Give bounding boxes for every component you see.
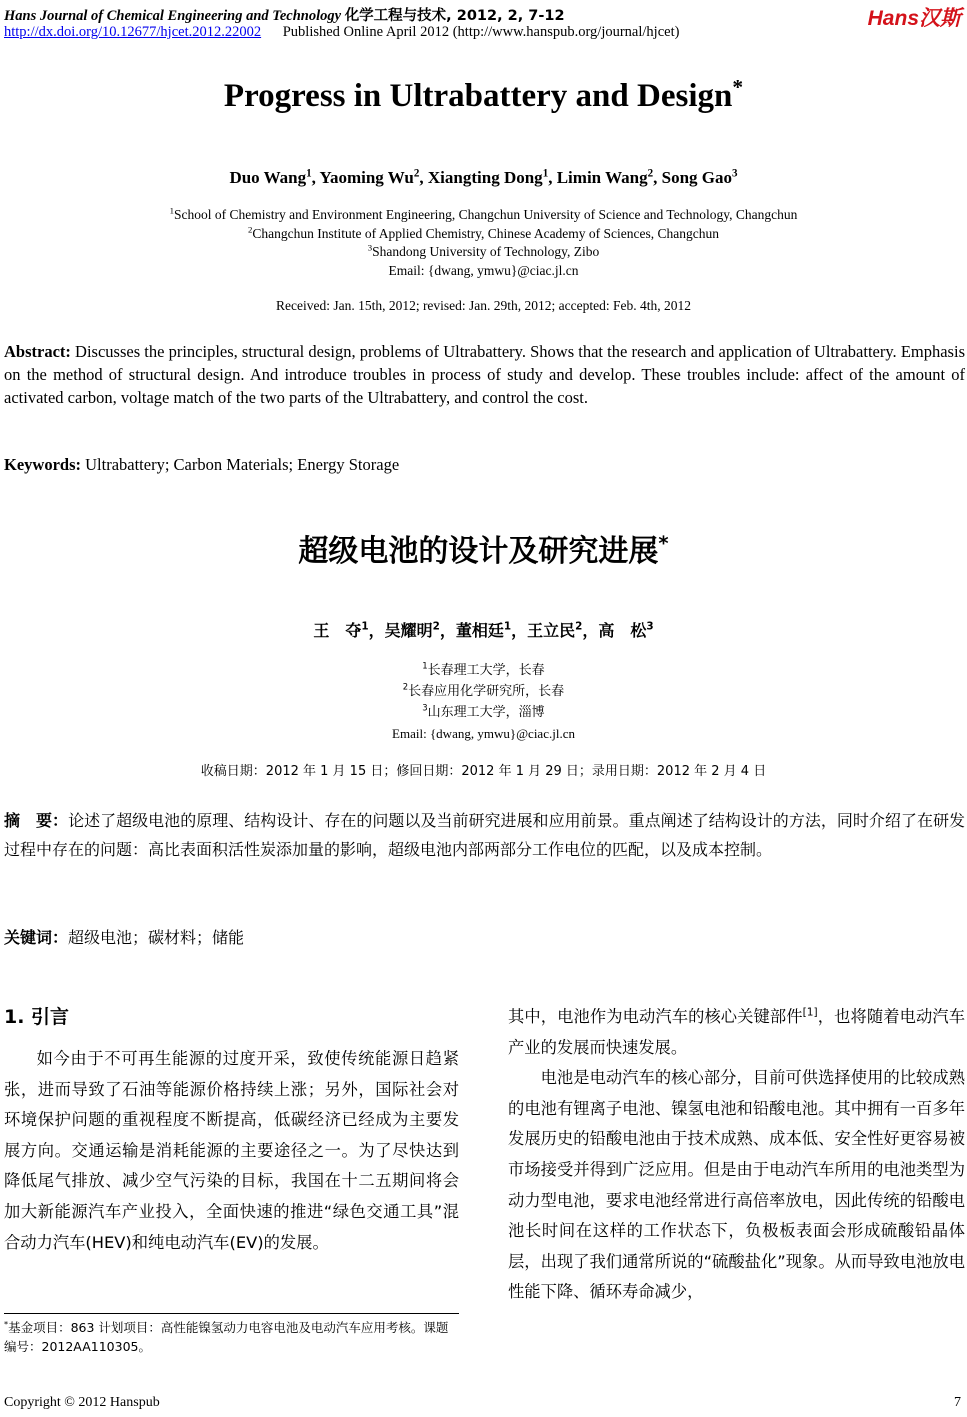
paper-title-cn <box>0 526 967 570</box>
abstract-text: Discusses the principles, structural design, problems of Ultrabattery. Shows that the research and application of Ultrabattery. Emphasis on the method of structural design. And introduce troubles in process of study and develop. These troubles include: affect of the amount of activated carbon, voltage match of the two parts of the Ultrabattery, and control the cost. <box>4 342 965 407</box>
abstract-cn-text: 论述了超级电池的原理、结构设计、存在的问题以及当前研究进展和应用前景。重点阐述了结构设计的方法，同时介绍了在研发过程中存在的问题：高比表面积活性炭添加量的影响，超级电池内部两部分工作电位的匹配，以及成本控制。 <box>4 811 965 859</box>
paper-title-en <box>0 75 967 115</box>
copyright: Copyright © 2012 Hanspub <box>4 1395 160 1410</box>
doi-line <box>4 24 679 41</box>
affiliation-en: $^2$Changchun Institute of Applied Chemistry, Chinese Academy of Sciences, Changchun <box>247 224 720 241</box>
citation-ref: [1] <box>802 1006 818 1019</box>
affiliation-cn: $^3$山东理工大学，淄博 <box>422 702 545 720</box>
keywords-cn <box>4 925 965 948</box>
page-number: 7 <box>954 1395 961 1410</box>
author-cn: 吴耀明$^2$， <box>384 620 456 640</box>
footnote-mark: * <box>4 1318 9 1329</box>
footnote <box>4 1318 459 1356</box>
keywords-label: Keywords: <box>4 455 81 474</box>
hans-logo: Hans汉斯 <box>867 7 961 30</box>
keywords-text: Ultrabattery; Carbon Materials; Energy Storage <box>81 455 400 474</box>
author-en: Yaoming Wu$^2$, <box>319 167 428 187</box>
author-cn: 王 夺$^1$， <box>313 620 385 640</box>
author-en: Xiangting Dong$^1$, <box>427 167 557 187</box>
authors-cn <box>0 618 967 641</box>
body-paragraph: 如今由于不可再生能源的过度开采，致使传统能源日趋紧张，进而导致了石油等能源价格持续上涨；另外，国际社会对环境保护问题的重视程度不断提高，低碳经济已经成为主要发展方向。交通运输是消耗能源的主要途径之一。为了尽快达到降低尾气排放、减少空气污染的目标，我国在十二五期间将会加大新能源汽车产业投入，全面快速的推进“绿色交通工具”混合动力汽车(HEV)和纯电动汽车(EV)的发展。 <box>4 1049 459 1252</box>
keywords-cn-label: 关键词： <box>4 928 69 947</box>
body-column-right <box>508 1002 965 1308</box>
author-cn: 董相廷$^1$， <box>455 620 528 640</box>
title-en-text: Progress in Ultrabattery and Design <box>223 78 733 114</box>
received-dates-en: Received: Jan. 15th, 2012; revised: Jan. 29th, 2012; accepted: Feb. 4th, 2012 <box>275 298 692 313</box>
affiliation-cn: $^1$长春理工大学，长春 <box>422 660 545 678</box>
received-dates-cn: 收稿日期：2012 年 1 月 15 日；修回日期：2012 年 1 月 29 日；录用日期：2012 年 2 月 4 日 <box>200 764 767 779</box>
abstract-en <box>4 340 965 409</box>
email-cn: Email: {dwang, ymwu}@ciac.jl.cn <box>392 726 575 741</box>
abstract-cn <box>4 806 965 864</box>
body-column-left <box>4 1044 459 1258</box>
author-en: Duo Wang$^1$, <box>229 167 320 187</box>
affiliations-cn <box>0 660 967 744</box>
keywords-cn-text: 超级电池；碳材料；储能 <box>68 928 245 947</box>
affiliation-cn: $^2$长春应用化学研究所，长春 <box>402 681 565 699</box>
footnote-rule <box>4 1313 459 1314</box>
journal-name-cn: 化学工程与技术, 2012, 2, 7-12 <box>344 8 565 24</box>
affiliation-en: $^3$Shandong University of Technology, Zibo <box>367 242 600 259</box>
author-cn: 王立民$^2$， <box>527 620 599 640</box>
abstract-label: Abstract: <box>4 342 71 361</box>
journal-header <box>4 4 565 25</box>
author-en: Limin Wang$^2$, <box>556 167 662 187</box>
abstract-cn-label: 摘 要： <box>4 811 69 830</box>
keywords-en <box>4 455 965 475</box>
author-cn: 高 松$^3$ <box>598 620 654 640</box>
affiliation-en: $^1$School of Chemistry and Environment Engineering, Changchun University of Science and Technology, Changchun <box>169 205 798 222</box>
body-paragraph: 其中，电池作为电动汽车的核心关键部件[1]，也将随着电动汽车产业的发展而快速发展。 <box>508 1006 965 1057</box>
author-en: Song Gao$^3$ <box>661 167 738 187</box>
footnote-text: 基金项目：863 计划项目：高性能镍氢动力电容电池及电动汽车应用考核。课题编号：2012AA110305。 <box>4 1320 449 1354</box>
title-cn-text: 超级电池的设计及研究进展 <box>298 534 659 569</box>
journal-name-en: Hans Journal of Chemical Engineering and Technology <box>4 8 342 24</box>
doi-link[interactable]: http://dx.doi.org/10.12677/hjcet.2012.22002 <box>4 24 262 40</box>
section-heading-intro: 1. 引言 <box>4 1006 70 1028</box>
body-paragraph: 电池是电动汽车的核心部分，目前可供选择使用的比较成熟的电池有锂离子电池、镍氢电池和铅酸电池。其中拥有一百多年发展历史的铅酸电池由于技术成熟、成本低、安全性好更容易被市场接受并得到广泛应用。但是由于电动汽车所用的电池类型为动力型电池，要求电池经常进行高倍率放电，因此传统的铅酸电池长时间在这样的工作状态下，负极板表面会形成硫酸铅晶体层，出现了我们通常所说的“硫酸盐化”现象。从而导致电池放电性能下降、循环寿命减少， <box>508 1068 965 1302</box>
published-online: Published Online April 2012 (http://www.hanspub.org/journal/hjcet) <box>282 24 680 40</box>
authors-en <box>0 168 967 188</box>
affiliations-en <box>0 206 967 280</box>
email-en: Email: {dwang, ymwu}@ciac.jl.cn <box>388 262 579 278</box>
title-cn-mark: * <box>658 532 669 555</box>
title-en-mark: * <box>732 75 744 99</box>
